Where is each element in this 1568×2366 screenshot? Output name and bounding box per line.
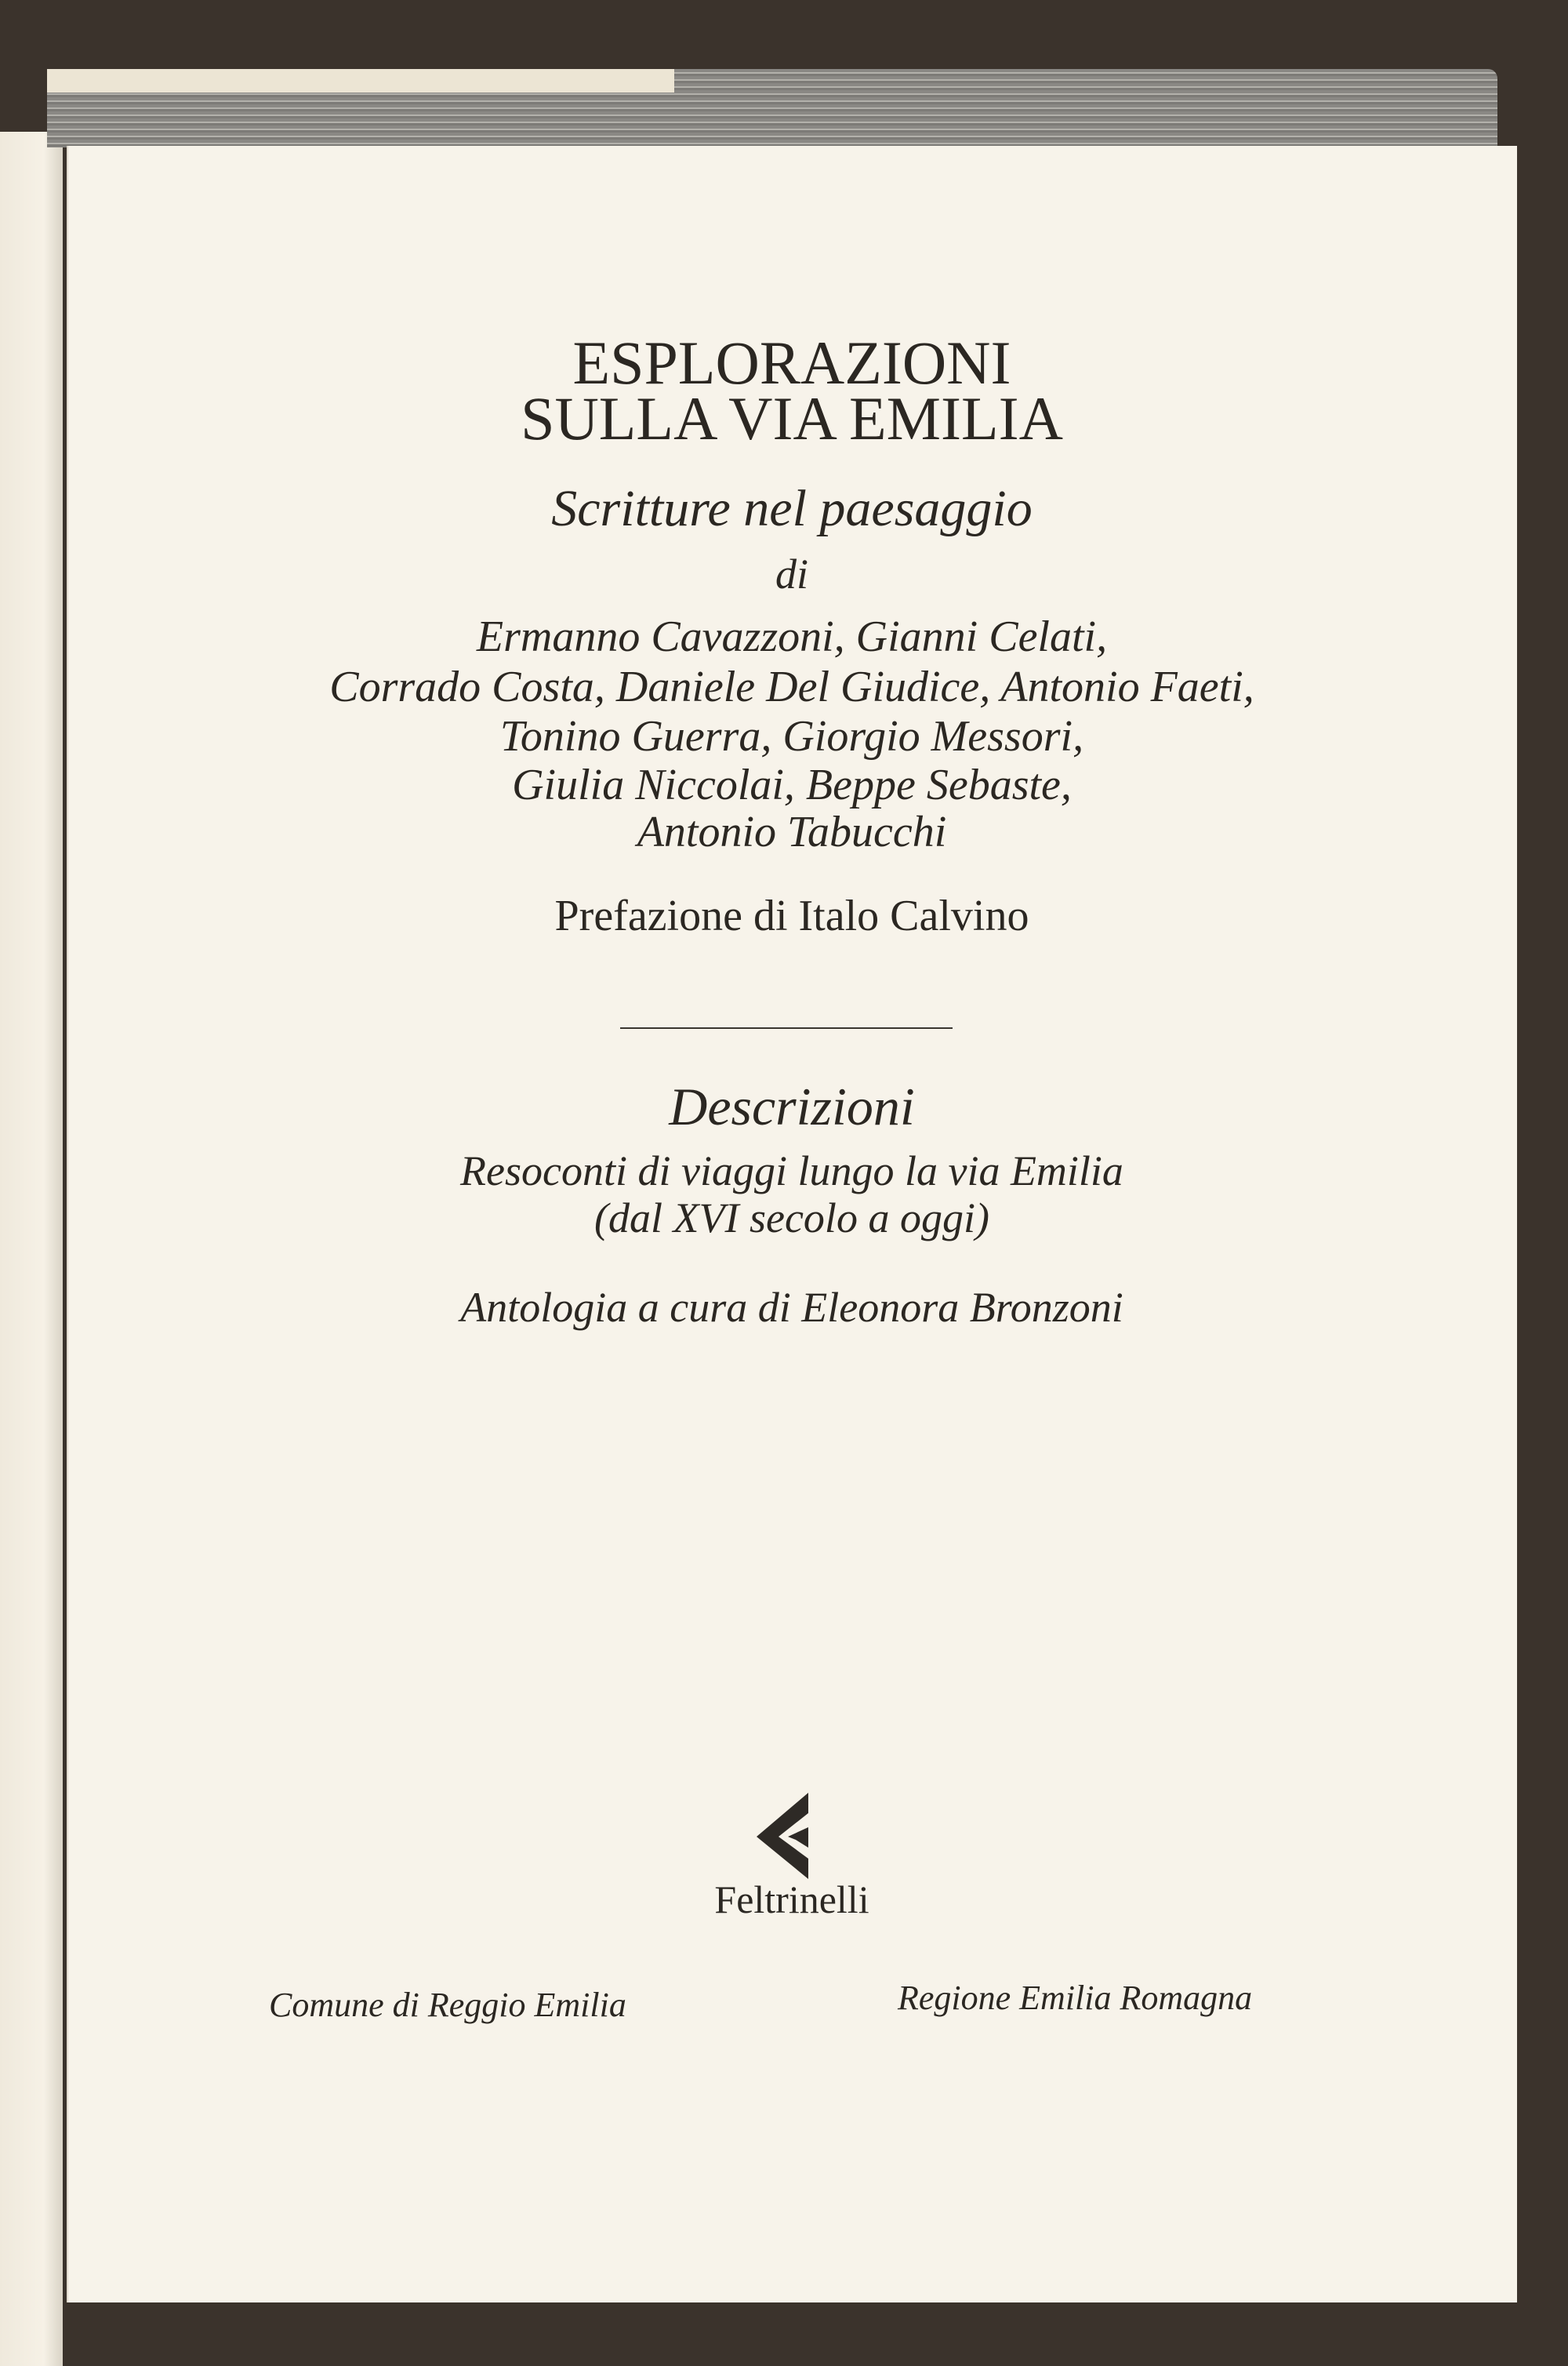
by-label: di [775, 551, 808, 598]
title-line-1: ESPLORAZIONI [572, 329, 1011, 397]
title-page [67, 146, 1517, 2302]
footer-left: Comune di Reggio Emilia [269, 1986, 626, 2024]
title-line-2: SULLA VIA EMILIA [521, 384, 1063, 452]
subtitle: Scritture nel paesaggio [551, 480, 1033, 537]
publisher-name: Feltrinelli [714, 1877, 869, 1921]
previous-page-edge [0, 132, 63, 2366]
book-top-edge [47, 69, 674, 93]
authors-line-1: Ermanno Cavazzoni, Gianni Celati, [476, 612, 1108, 661]
editor-credit: Antologia a cura di Eleonora Bronzoni [460, 1284, 1123, 1331]
second-work-title: Descrizioni [669, 1077, 915, 1136]
preface: Prefazione di Italo Calvino [554, 892, 1029, 940]
footer-right: Regione Emilia Romagna [898, 1979, 1253, 2017]
authors-line-3: Tonino Guerra, Giorgio Messori, [499, 712, 1084, 761]
divider [620, 1027, 953, 1029]
feltrinelli-logo-icon [757, 1793, 827, 1879]
second-work-subtitle-1: Resoconti di viaggi lungo la via Emilia [460, 1147, 1123, 1194]
authors-line-4: Giulia Niccolai, Beppe Sebaste, [512, 761, 1072, 809]
authors-line-2: Corrado Costa, Daniele Del Giudice, Antonio Faeti, [329, 663, 1254, 711]
authors-line-5: Antonio Tabucchi [637, 808, 947, 856]
second-work-subtitle-2: (dal XVI secolo a oggi) [594, 1194, 989, 1241]
